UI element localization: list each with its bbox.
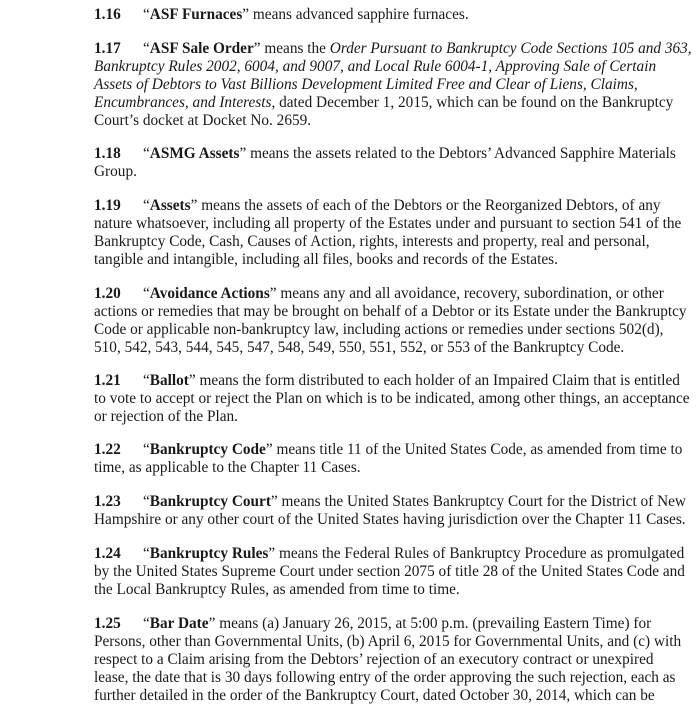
defined-term: Bankruptcy Code — [149, 441, 266, 458]
definition-text: the Local Bankruptcy Rules, as amended from time to time. — [94, 581, 460, 598]
definition-line — [94, 581, 699, 599]
section-number: 1.16 — [94, 6, 121, 23]
defined-term: Ballot — [149, 372, 189, 389]
definition-line — [94, 112, 699, 130]
definition-text: time, as applicable to the Chapter 11 Cases. — [94, 459, 361, 476]
definition-line — [94, 163, 699, 181]
definition-text: nature whatsoever, including all property of the Estates under and pursuant to section 541 of the — [94, 215, 682, 232]
definition-text: “ — [143, 40, 150, 57]
defined-term: Bankruptcy Court — [149, 493, 271, 510]
definition-line — [94, 633, 699, 651]
section-number: 1.24 — [94, 545, 121, 562]
definition-line — [94, 651, 699, 669]
italic-citation: Bankruptcy Rules 2002, 6004, and 9007, and Local Rule 6004-1, Approving Sale of Certain — [94, 58, 657, 75]
definition-line — [94, 233, 699, 251]
definition-text: ” means title 11 of the United States Code, as amended from time to — [265, 441, 683, 458]
definition-line — [94, 215, 699, 233]
definition-text: “ — [143, 6, 150, 23]
section-number: 1.22 — [94, 441, 121, 458]
definition-text: respect to a Claim arising from the Debtors’ rejection of an executory contract or unexpired — [94, 651, 654, 668]
definition-line — [94, 615, 699, 633]
definition-text: ” means (a) January 26, 2015, at 5:00 p.m. (prevailing Eastern Time) for — [208, 615, 652, 632]
definition-text: ” means the assets related to the Debtors’ Advanced Sapphire Materials — [239, 145, 676, 162]
definition-text: ” means any and all avoidance, recovery, subordination, or other — [269, 285, 664, 302]
definition-line — [94, 372, 699, 390]
definition-text: 510, 542, 543, 544, 545, 547, 548, 549, 550, 551, 552, or 553 of the Bankruptcy Code. — [94, 339, 625, 356]
definition-line — [94, 669, 699, 687]
definition-line — [94, 6, 699, 24]
section-number: 1.21 — [94, 372, 121, 389]
definition-text: ” means the form distributed to each holder of an Impaired Claim that is entitled — [188, 372, 680, 389]
definition-text: “ — [143, 615, 150, 632]
italic-citation: Order Pursuant to Bankruptcy Code Sections 105 and 363, — [329, 40, 692, 57]
definition-line — [94, 687, 699, 705]
section-number: 1.18 — [94, 145, 121, 162]
definition-line — [94, 459, 699, 477]
section-number: 1.17 — [94, 40, 121, 57]
italic-citation: Encumbrances, and Interests — [94, 94, 272, 111]
definition-line — [94, 197, 699, 215]
section-number: 1.25 — [94, 615, 121, 632]
definition-text: “ — [143, 145, 150, 162]
definition-line — [94, 321, 699, 339]
definition-line — [94, 563, 699, 581]
definition-text: Bankruptcy Code, Cash, Causes of Action, rights, interests and property, real and personal, — [94, 233, 650, 250]
definition-line — [94, 58, 699, 76]
definition-line — [94, 339, 699, 357]
section-number: 1.20 — [94, 285, 121, 302]
definition-text: tangible and intangible, including all files, books and records of the Estates. — [94, 251, 558, 268]
definition-text: actions or remedies that may be brought on behalf of a Debtor or its Estate under the Bankruptcy — [94, 303, 687, 320]
defined-term: Bankruptcy Rules — [149, 545, 269, 562]
definition-text: Hampshire or any other court of the United States having jurisdiction over the Chapter 11 Cases. — [94, 511, 686, 528]
definition-line — [94, 545, 699, 563]
defined-term: Bar Date — [149, 615, 209, 632]
definition-line — [94, 441, 699, 459]
definition-text: Code or applicable non-bankruptcy law, including actions or remedies under sections 502(d), — [94, 321, 664, 338]
definition-line — [94, 390, 699, 408]
definition-text: ” means the — [253, 40, 330, 57]
definition-text: “ — [143, 441, 150, 458]
defined-term: ASF Furnaces — [149, 6, 243, 23]
definition-line — [94, 493, 699, 511]
definition-text: by the United States Supreme Court under section 2075 of title 28 of the United States Code and — [94, 563, 685, 580]
definition-text: further detailed in the order of the Bankruptcy Court, dated October 30, 2014, which can be — [94, 687, 655, 704]
definition-text: “ — [143, 493, 150, 510]
definition-line — [94, 303, 699, 321]
section-number: 1.23 — [94, 493, 121, 510]
definition-text: ” means advanced sapphire furnaces. — [242, 6, 469, 23]
definition-text: Group. — [94, 163, 137, 180]
definition-text: to vote to accept or reject the Plan on which is to be indicated, among other things, an acceptance — [94, 390, 690, 407]
italic-citation: Assets of Debtors to Vast Billions Development Limited Free and Clear of Liens, Claims, — [94, 76, 638, 93]
definition-text: Persons, other than Governmental Units, (b) April 6, 2015 for Governmental Units, and (c) with — [94, 633, 682, 650]
definition-text: ” means the United States Bankruptcy Court for the District of New — [270, 493, 686, 510]
definition-line — [94, 285, 699, 303]
defined-term: Assets — [149, 197, 191, 214]
defined-term: ASMG Assets — [149, 145, 240, 162]
definition-line — [94, 94, 699, 112]
definition-line — [94, 408, 699, 426]
definition-text: “ — [143, 197, 150, 214]
definition-line — [94, 40, 699, 58]
definition-text: Court’s docket at Docket No. 2659. — [94, 112, 312, 129]
definition-text: “ — [143, 372, 150, 389]
definition-text: “ — [143, 545, 150, 562]
definition-line — [94, 251, 699, 269]
section-number: 1.19 — [94, 197, 121, 214]
definition-text: ” means the Federal Rules of Bankruptcy Procedure as promulgated — [268, 545, 685, 562]
definition-text: ” means the assets of each of the Debtors or the Reorganized Debtors, of any — [190, 197, 661, 214]
definition-text: or rejection of the Plan. — [94, 408, 238, 425]
definition-line — [94, 145, 699, 163]
defined-term: ASF Sale Order — [149, 40, 254, 57]
definition-text: “ — [143, 285, 150, 302]
definition-text: lease, the date that is 30 days following entry of the order approving the such rejection, each as — [94, 669, 676, 686]
definition-line — [94, 511, 699, 529]
defined-term: Avoidance Actions — [149, 285, 270, 302]
definition-line — [94, 76, 699, 94]
definition-text: , dated December 1, 2015, which can be found on the Bankruptcy — [271, 94, 674, 111]
